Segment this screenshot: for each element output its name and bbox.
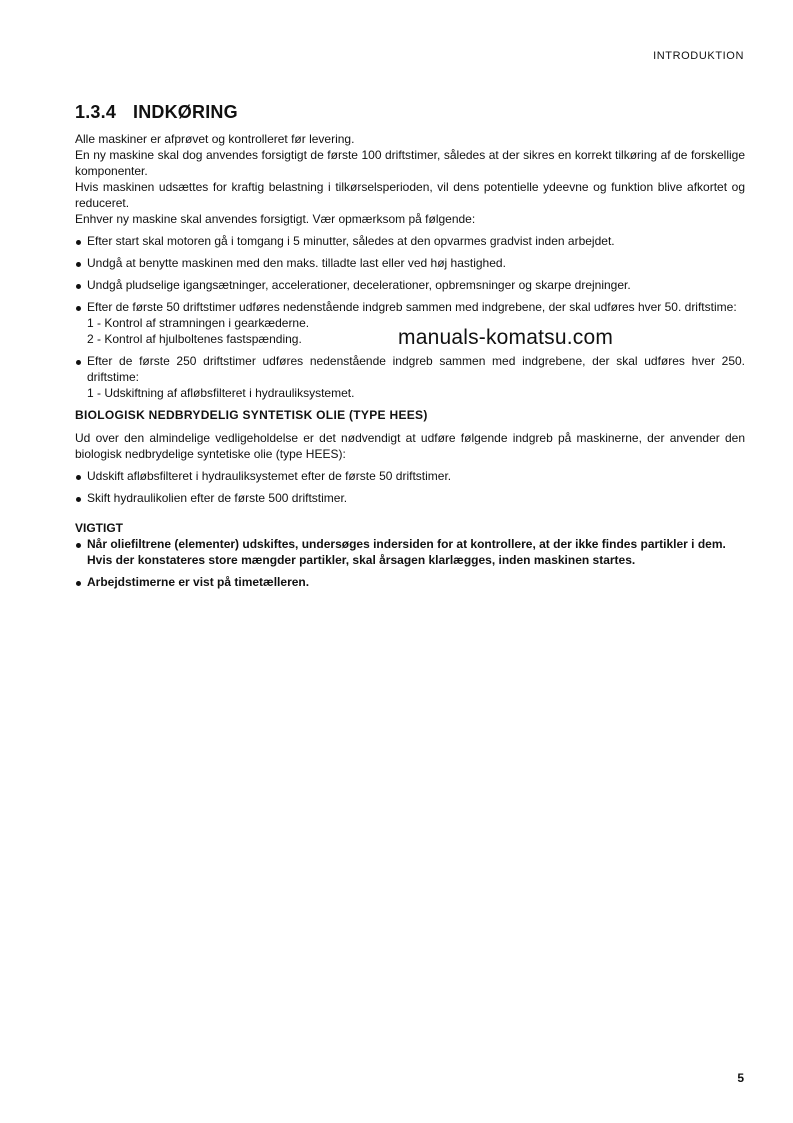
list-item: Efter start skal motoren gå i tomgang i 5 minutter, således at den opvarmes gradvist inden arbejdet. [75,233,745,249]
running-header: INTRODUKTION [653,50,744,62]
intro-line: Hvis maskinen udsættes for kraftig belastning i tilkørselsperioden, vil dens potentielle ydeevne og funktion blive afkortet og reduceret. [75,180,745,210]
sub-item: Hvis der konstateres store mængder partikler, skal årsagen klarlægges, inden maskinen startes. [87,553,636,567]
list-item: Udskift afløbsfilteret i hydrauliksystemet efter de første 50 driftstimer. [75,468,745,484]
bio-oil-intro: Ud over den almindelige vedligeholdelse er det nødvendigt at udføre følgende indgreb på maskinerne, der anvender den biologisk nedbrydelige syntetiske olie (type HEES): [75,431,745,461]
important-list [75,536,745,590]
sub-item: 1 - Kontrol af stramningen i gearkæderne. [87,316,310,330]
section-title [75,101,745,123]
bullet-icon [76,262,81,267]
list-item: Skift hydraulikolien efter de første 500 driftstimer. [75,490,745,506]
list-item: Undgå at benytte maskinen med den maks. tilladte last eller ved høj hastighed. [75,255,745,271]
list-item: Efter de første 50 driftstimer udføres nedenstående indgreb sammen med indgrebene, der skal udføres hver 50. driftstime: 1 - Kontrol af stramningen i gearkæderne. 2 - Kontrol af hjulboltenes fastspænding. [75,299,745,347]
watermark: manuals-komatsu.com [398,326,614,349]
sub-item: 2 - Kontrol af hjulboltenes fastspænding. [87,332,302,346]
bio-oil-heading: BIOLOGISK NEDBRYDELIG SYNTETISK OLIE (TYPE HEES) [75,408,428,422]
bullet-icon [76,581,81,586]
intro-paragraph [75,131,745,227]
sub-item: 1 - Udskiftning af afløbsfilteret i hydrauliksystemet. [87,386,355,400]
important-title: VIGTIGT [75,521,123,535]
section-number: 1.3.4 [75,102,117,122]
break-in-list [75,233,745,401]
bullet-icon [76,240,81,245]
section-heading: INDKØRING [133,102,238,122]
bio-oil-list [75,468,745,506]
bullet-icon [76,543,81,548]
bullet-icon [76,284,81,289]
list-item: Undgå pludselige igangsætninger, accelerationer, decelerationer, opbremsninger og skarpe drejninger. [75,277,745,293]
list-item: Efter de første 250 driftstimer udføres nedenstående indgreb sammen med indgrebene, der skal udføres hver 250. driftstime: 1 - Udskiftning af afløbsfilteret i hydrauliksystemet. [75,353,745,401]
bullet-icon [76,306,81,311]
page-number: 5 [737,1071,744,1085]
bullet-icon [76,475,81,480]
list-item: Arbejdstimerne er vist på timetælleren. [75,574,745,590]
bullet-icon [76,360,81,365]
intro-line: En ny maskine skal dog anvendes forsigtigt de første 100 driftstimer, således at der sikres en korrekt tilkøring af de forskellige komponenter. [75,148,745,178]
bullet-icon [76,497,81,502]
intro-line: Enhver ny maskine skal anvendes forsigtigt. Vær opmærksom på følgende: [75,212,476,226]
list-item: Når oliefiltrene (elementer) udskiftes, undersøges indersiden for at kontrollere, at der ikke findes partikler i dem. Hvis der konstateres store mængder partikler, skal årsagen klarlægges, inden maskinen startes. [75,536,745,568]
intro-line: Alle maskiner er afprøvet og kontrolleret før levering. [75,132,355,146]
